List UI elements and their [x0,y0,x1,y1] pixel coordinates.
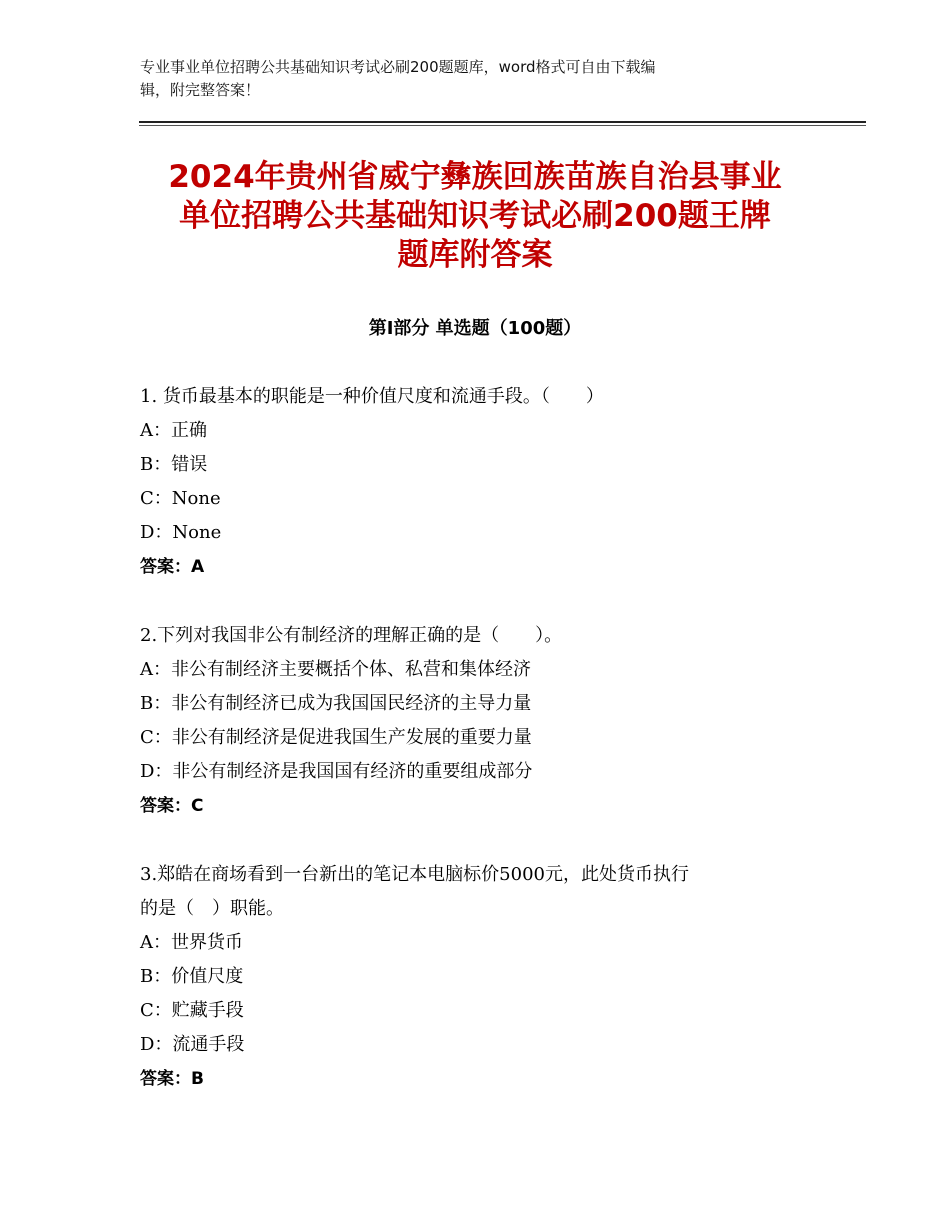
question-1-option-b: B：错误 [140,454,208,475]
document-title-line-1: 2024年贵州省威宁彝族回族苗族自治县事业 [168,159,782,195]
header-divider-thick [139,121,866,123]
question-3-option-b: B：价值尺度 [140,966,244,987]
question-1 [140,380,820,584]
question-1-option-d: D：None [140,522,222,543]
question-1-answer: 答案：A [140,557,205,577]
question-3 [140,858,820,1096]
question-3-stem-line-2: 的是（ ）职能。 [140,898,284,919]
question-3-option-c: C：贮藏手段 [140,1000,244,1021]
header-note-line-1: 专业事业单位招聘公共基础知识考试必刷200题题库，word格式可自由下载编 [140,58,656,76]
section-title: 第Ⅰ部分 单选题（100题） [368,318,582,339]
question-3-stem-line-1: 3.郑皓在商场看到一台新出的笔记本电脑标价5000元，此处货币执行 [140,864,689,885]
question-3-option-d: D：流通手段 [140,1034,245,1055]
header-divider-thin [139,125,866,126]
question-1-option-c: C：None [140,488,221,509]
question-2-option-a: A：非公有制经济主要概括个体、私营和集体经济 [140,659,531,680]
question-1-option-a: A：正确 [140,420,207,441]
question-2-option-b: B：非公有制经济已成为我国国民经济的主导力量 [140,693,532,714]
question-1-stem: 1. 货币最基本的职能是一种价值尺度和流通手段。（ ） [140,386,604,407]
header-note [140,56,820,102]
document-title-line-3: 题库附答案 [397,237,553,273]
question-3-option-a: A：世界货币 [140,932,243,953]
question-2-stem: 2.下列对我国非公有制经济的理解正确的是（ ）。 [140,625,563,646]
document-title [140,158,810,275]
question-2 [140,619,820,823]
document-title-line-2: 单位招聘公共基础知识考试必刷200题王牌 [179,198,771,234]
question-3-answer: 答案：B [140,1069,204,1089]
question-2-option-c: C：非公有制经济是促进我国生产发展的重要力量 [140,727,532,748]
question-2-answer: 答案：C [140,796,204,816]
question-2-option-d: D：非公有制经济是我国国有经济的重要组成部分 [140,761,533,782]
header-note-line-2: 辑，附完整答案！ [140,81,261,99]
